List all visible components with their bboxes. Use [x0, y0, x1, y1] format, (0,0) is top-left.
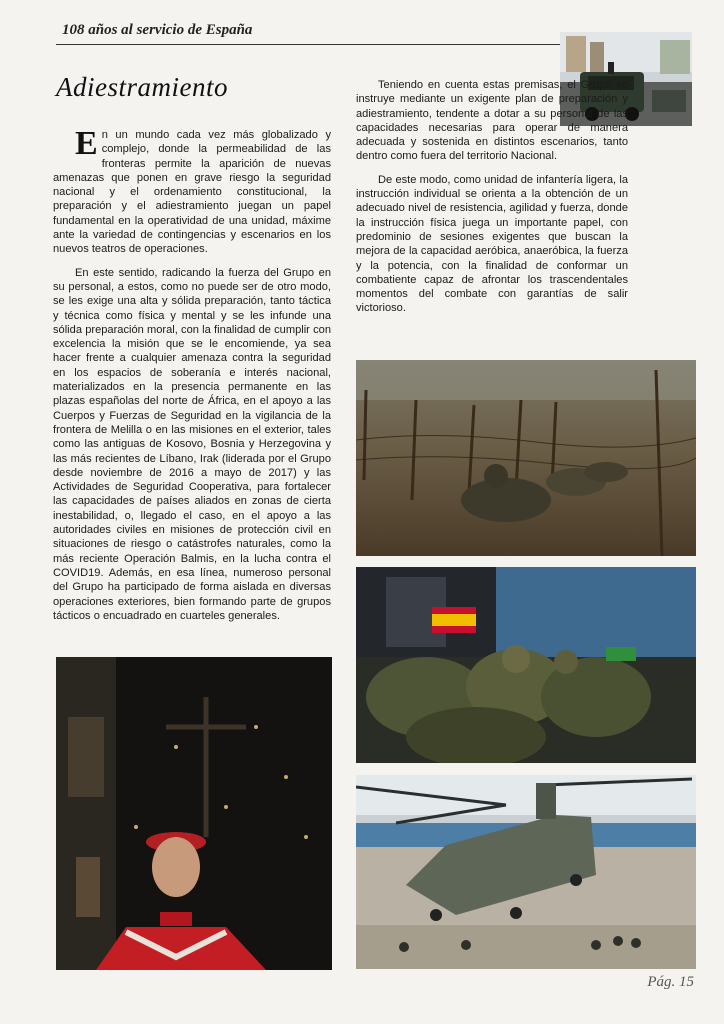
header-rule	[56, 44, 562, 45]
photo-night-procession	[56, 657, 332, 970]
right-text-column	[356, 78, 628, 325]
photo-helicopter	[356, 775, 696, 969]
page-number: Pág. 15	[647, 974, 694, 990]
paragraph	[53, 125, 331, 257]
paragraph: De este modo, como unidad de infantería ligera, la instrucción individual se orienta a la obtención de un adecuado nivel de resistencia, agilidad y fuerza, donde la instrucción física juega un importante papel, con predominio de sesiones exigentes que buscan la mejora de la capacidad aeróbica, anaeróbica, la fuerza y la potencia, con la finalidad de conformar un combatiente capaz de afrontar los trascendentales momentos del combate con garantías de salir victorioso.	[356, 173, 628, 315]
running-header: 108 años al servicio de España	[62, 22, 253, 38]
photo-obstacle-course	[356, 360, 696, 556]
paragraph: En este sentido, radicando la fuerza del Grupo en su personal, a estos, como no puede ser de otro modo, se les exige una alta y sólida preparación, tanto táctica y técnica como física y mental y se les infunde una sólida preparación moral, con la finalidad de cumplir con excelencia la misión que se le encomiende, ya sea hacer frente a cualquier amenaza contra la seguridad en los espacios de soberanía e interés nacional, materializados en la presencia permanente en las plazas españolas del norte de África, en el apoyo a las Cuerpos y Fuerzas de Seguridad en la vigilancia de la frontera de Melilla o en las misiones en el exterior, tales como las antiguas de Kosovo, Bosnia y Herzegovina y las más recientes de Líbano, Irak (liderada por el Grupo desde noviembre de 2016 a mayo de 2017) y las Actividades de Seguridad Cooperativa, para fortalecer las capacidades de países aliados en zonas de cierta inestabilidad, o, llegado el caso, en el apoyo a las autoridades civiles en misiones de protección civil en situaciones de riesgo o catástrofes naturales, como la más reciente Operación Balmis, en la lucha contra el COVID19. Además, en esa línea, numeroso personal del Grupo ha participado de forma aislada en diversas operaciones exteriores, bien formando parte de grupos tácticos o encuadrado en cuarteles generales.	[53, 266, 331, 622]
section-title: Adiestramiento	[56, 72, 228, 102]
paragraph: Teniendo en cuenta estas premisas, el Grupo se instruye mediante un exigente plan de preparación y adiestramiento, tendente a dotar a su personal de las capacidades necesarias para operar de manera adecuada y sostenida en distintos escenarios, tanto dentro como fuera del territorio Nacional.	[356, 79, 628, 163]
photo-boat-assault	[356, 567, 696, 763]
drop-cap: E	[75, 125, 98, 162]
left-text-column	[53, 125, 331, 632]
paragraph-text: n un mundo cada vez más globalizado y complejo, donde la permeabilidad de las fronteras permite la aparición de nuevas amenazas que ponen en grave riesgo la seguridad nacional y el ordenamiento constitucional, la preparación y el adiestramiento juegan un papel fundamental en la operatividad de una unidad, máxime ante la variedad de contingencias y escenarios en los nuevos teatros de operaciones.	[53, 129, 331, 256]
